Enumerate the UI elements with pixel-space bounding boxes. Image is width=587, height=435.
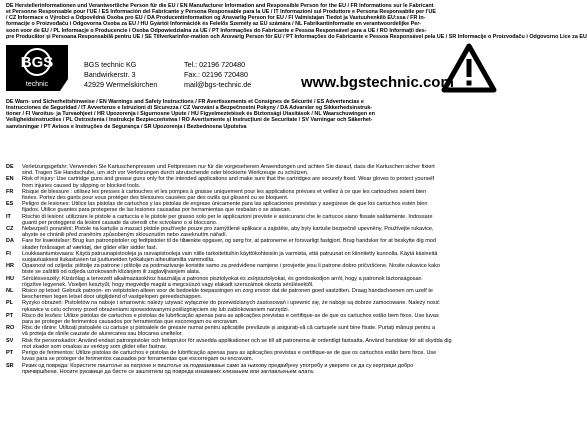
warning-text-line: sind. Tragen Sie Handschuhe, um sich vor Verletzungen durch abrutschende oder blockierte Werkzeuge zu schützen. — [22, 170, 309, 177]
warning-row — [6, 238, 494, 250]
warning-text-line: Sérülésveszély: Kizárólag a tervezett alkalmazásokhoz használja a patronos pisztolyokat és zsírpisztolyokat, és gondoskodjon arról, hogy a patronok biztonságosan — [22, 275, 422, 282]
warning-text-line: beschermen tegen letsel door uitglijdend of vastgelopen gereedschappen. — [22, 294, 203, 301]
warning-text-line: Fare for kvæstelser: Brug kun patronpistoler og fedtpistoler til de tiltænkte opgaver, og sørg for, at patronerne er forsvarligt fastgjort. Brug handsker for at beskytte dig mod — [22, 238, 436, 245]
heading-line: pre Producător și Persoana Responsabilă pentru UE / SE Tillverkarinfor-mation och Ansvarig Person för EU / PT Informações do Fabricante e Pessoa Responsável pela UE / SR Informacije o Proizvođaču i Odgovorno Lice za EU — [6, 33, 587, 40]
warning-row — [6, 313, 494, 325]
warning-text-line: Opasnost od ozljeda: pištolje za patrone i pištolje za podmazivanje koristite samo za predviđene namjene i provjerite jesu li patrone dobro pričvršćene. Nosite rukavice kako — [22, 263, 440, 270]
website-url: www.bgstechnic.com — [301, 74, 454, 91]
warning-text-line: suojautuaksesi liukastuvien tai juuttuneiden työkalujen aiheuttamilta vammoilta. — [22, 257, 215, 264]
heading-line: tioner / FI Varoitus- ja Turvaohjeet / HR Upozorenja i Sigurnosne Upute / HU Figyelmeztetések és Biztonsági Utasítások / NL Waarschuwingen en — [6, 111, 375, 118]
warning-text-line: guanti per proteggersi da lesioni causate da utensili che scivolano o si bloccano. — [22, 219, 218, 226]
language-code: DA — [6, 238, 14, 245]
language-code: DE — [6, 164, 14, 170]
warning-text-line: vă proteja de rănile cauzate de alunecarea sau blocarea uneltelor. — [22, 331, 183, 338]
heading-line: Veiligheidsinstructies / PL Ostrzeżenia i Instrukcje Bezpieczeństwa / RO Avertismente și Instrucțiuni de Securitate / SV Varningar och Säkerhet- — [6, 117, 373, 124]
language-code: HR — [6, 263, 14, 270]
warning-text-line: Risk of injury: Use cartridge guns and grease guns only for the intended applications and make sure that the cartridges are securely fixed. Wear gloves to protect yourself — [22, 176, 435, 183]
warning-row — [6, 214, 494, 226]
language-code: PT — [6, 350, 14, 357]
warning-text-line: fijados. Utilice guantes para protegerse de las lesiones causadas por herramientas que resbalan o se atascan. — [22, 207, 292, 214]
warning-row — [6, 263, 494, 275]
warning-list — [6, 164, 494, 375]
language-code: SV — [6, 337, 14, 344]
city-address: 42929 Wermelskirchen — [84, 80, 158, 89]
warning-text-line: Loukkaantumisvaara: Käytä patruunapistooleja ja rasvapistooleja vain niille tarkoitettuihin käyttökohteisiin ja varmista, että patruunat on kiinnitetty kunnolla. Käytä käsineitä — [22, 250, 438, 257]
warning-text-line: mot skador som orsakas av verktyg som glider eller fastnar. — [22, 343, 167, 350]
warning-text-line: luvas para se proteger de ferimentos causados por ferramentas que escorregam ou encravam. — [22, 356, 254, 363]
warnings-heading — [6, 99, 494, 130]
company-address — [84, 60, 157, 90]
warning-text-line: fixées. Portez des gants pour vous protéger des blessures causées par des outils qui glissent ou se bloquent. — [22, 195, 289, 202]
logo-text: BGS — [20, 54, 54, 71]
language-code: HU — [6, 275, 14, 282]
heading-line: et Personne Responsable pour l'UE / ES Información del Fabricante y Persona Responsable para la UE / IT Informazioni sul Produttore e Persona Responsabile per l'UE — [6, 9, 437, 16]
warning-text-line: Risco de lesões: Utilize pistolas de cartuchos e pistolas de lubrificação apenas para as aplicações previstas e certifique-se de que os cartuchos estão bem fixos. Use luvas — [22, 312, 439, 319]
warning-text-line: Ризик од повреда: Користите пиштоље за патроне и пиштоље за подмазивање само за њихову предвиђену употребу и уверите се да су кертриџи добро — [22, 362, 414, 369]
warning-triangle-icon — [441, 43, 497, 93]
heading-line: DE Herstellerinformationen und Verantwortliche Person für die EU / EN Manufacturer Information and Responsible Person for the EU / FR Informations sur le Fabricant — [6, 3, 434, 9]
manufacturer-info-heading — [6, 3, 587, 40]
warning-text-line: abyste se chránili před zraněním způsobeným sklouznutím nebo zaseknutím nářadí. — [22, 232, 228, 239]
language-code: EN — [6, 176, 14, 183]
manufacturer-header — [6, 43, 494, 95]
warning-row — [6, 251, 494, 263]
heading-line: / CZ Informace o Výrobci a Odpovědná Osoba pro EU / DA Producentinformation og Ansvarlig Person for EU / FI Valmistajan Tiedot ja Vastuuhenkilö EU:ssa / FR In- — [6, 15, 426, 22]
heading-line: Instrucciones de Seguridad / IT Avvertenze e Istruzioni di Sicurezza / CZ Varování a Bezpečnostní Pokyny / DA Advarsler og Sikkerhedsinstruk- — [6, 105, 373, 112]
warning-text-line: para se proteger de ferimentos causados por ferramentas que escorregam ou encravam. — [22, 319, 239, 326]
warning-text-line: Risque de blessure : utilisez les presses à cartouches et les pompes à graisse uniquement pour les applications prévues et veillez à ce que les cartouches soient bien — [22, 188, 427, 195]
bgs-logo — [6, 45, 68, 91]
language-code: NL — [6, 288, 14, 295]
warning-row — [6, 226, 494, 238]
warning-row — [6, 350, 494, 362]
warning-row — [6, 189, 494, 201]
language-code: PL — [6, 300, 14, 307]
warning-text-line: rögzítve legyenek. Viseljen kesztyűt, hogy megvédje magát a megcsúszó vagy elakadt szerszámok okozta sérülésektől. — [22, 281, 314, 288]
warning-text-line: Risk för personskador: Använd endast patronpistoler och fettsprutor för avsedda applikationer och se till att patronerna är ordentligt fastsatta. Använd handskar för att skydda dig — [22, 337, 452, 344]
fax-number: Fax.: 02196 720480 — [184, 70, 248, 79]
warning-text-line: Nebezpečí poranění: Pistole na kartuše a mazací pistole používejte pouze pro zamýšlené aplikace a zajistěte, aby byly kartuše bezpečně upevněny. Používejte rukavice, — [22, 226, 434, 233]
language-code: PT — [6, 312, 14, 319]
language-code: RO — [6, 325, 15, 332]
warning-row — [6, 325, 494, 337]
language-code: FI — [6, 250, 11, 257]
warning-row — [6, 363, 494, 375]
warning-text-line: причвршћени. Носите рукавице да бисте се заштитили од повреда изазваних клизањем или заглављењем алата. — [22, 368, 315, 375]
logo-subtext: technic — [25, 81, 49, 88]
warning-text-line: Verletzungsgefahr: Verwenden Sie Kartuschenpressen und Fettpressen nur für die vorgesehenen Anwendungen und achten Sie darauf, dass die Kartuschen sicher fixiert — [22, 164, 435, 170]
language-code: SR — [6, 362, 14, 369]
heading-line: DE Warn- und Sicherheitshinweise / EN Warnings and Safety Instructions / FR Avertissements et Consignes de Sécurité / ES Advertencias e — [6, 99, 364, 105]
company-name: BGS technic KG — [84, 60, 137, 69]
heading-line: sanvisningar / PT Avisos e Instruções de Segurança / SR Upozorenja i Bezbednosna Uputstva — [6, 123, 247, 130]
warning-text-line: rękawice w celu ochrony przed obrażeniami spowodowanymi poślizgnięciem się lub zablokowaniem narzędzi. — [22, 306, 290, 313]
warning-text-line: Risico op letsel: Gebruik patroon- en vetpistolen alleen voor de bedoelde toepassingen en zorg ervoor dat de patronen goed vastzitten. Draag handschoenen om uzelf te — [22, 288, 433, 295]
language-code: ES — [6, 201, 14, 208]
language-code: IT — [6, 213, 11, 220]
warning-row — [6, 338, 494, 350]
warning-text-line: Peligro de lesiones: Utilice las pistolas de cartuchos y las pistolas de engrase únicamente para las aplicaciones previstas y asegúrese de que los cartuchos estén bien — [22, 201, 428, 208]
warning-row — [6, 176, 494, 188]
warning-row — [6, 201, 494, 213]
warning-text-line: Risc de rănire: Utilizați pistoalele cu cartușe și pistoalele de gresare numai pentru aplicațiile prevăzute și asigurați-vă că cartușele sunt bine fixate. Purtați mănuși pentru a — [22, 325, 436, 332]
warning-text-line: Rischio di lesioni: utilizzare le pistole a cartuccia e le pistole per grasso solo per le applicazioni previste e assicurarsi che le cartucce siano fissate saldamente. Indossare — [22, 213, 433, 220]
warning-text-line: from injuries caused by slipping or blocked tools. — [22, 182, 141, 189]
language-code: CZ — [6, 226, 14, 233]
company-contact — [184, 60, 251, 90]
warning-text-line: biste se zaštitili od ozljeda uzrokovanih klizanjem ili zaglavljivanjem alata. — [22, 269, 201, 276]
heading-line: formacije o Proizvođaču i Odgovorna Osoba za EU / HU Gyártói Információk és Felelős Személy az EU számára / NL Fabrikantinformatie en verantwoordelijke Per- — [6, 21, 422, 28]
phone-number: Tel.: 02196 720480 — [184, 60, 246, 69]
warning-text-line: Perigo de ferimentos: Utilize pistolas de cartuchos e pistolas de lubrificação apenas para as aplicações previstas e certifique-se de que os cartuchos estão bem fixos. Use — [22, 350, 437, 357]
warning-row — [6, 276, 494, 288]
warning-text-line: skader forårsaget af værktøj, der glider eller sidder fast. — [22, 244, 158, 251]
warning-row — [6, 164, 494, 176]
street-address: Bandwirkerstr. 3 — [84, 70, 136, 79]
email-address: mail@bgs-technic.de — [184, 80, 252, 89]
warning-row — [6, 288, 494, 300]
heading-line: soon voor de EU / PL Informacje o Producencie i Osoba Odpowiedzialna za UE / PT Informações do Fabricante e Pessoa Responsável para a UE / RO Informații des- — [6, 27, 427, 34]
warning-row — [6, 300, 494, 312]
language-code: FR — [6, 188, 14, 195]
warning-text-line: Ryzyko obrażeń: Pistoletów na naboje i smarownic należy używać wyłącznie do przewidzianych zastosowań i upewnić się, że naboje są dobrze zamocowane. Należy nosić — [22, 300, 440, 307]
